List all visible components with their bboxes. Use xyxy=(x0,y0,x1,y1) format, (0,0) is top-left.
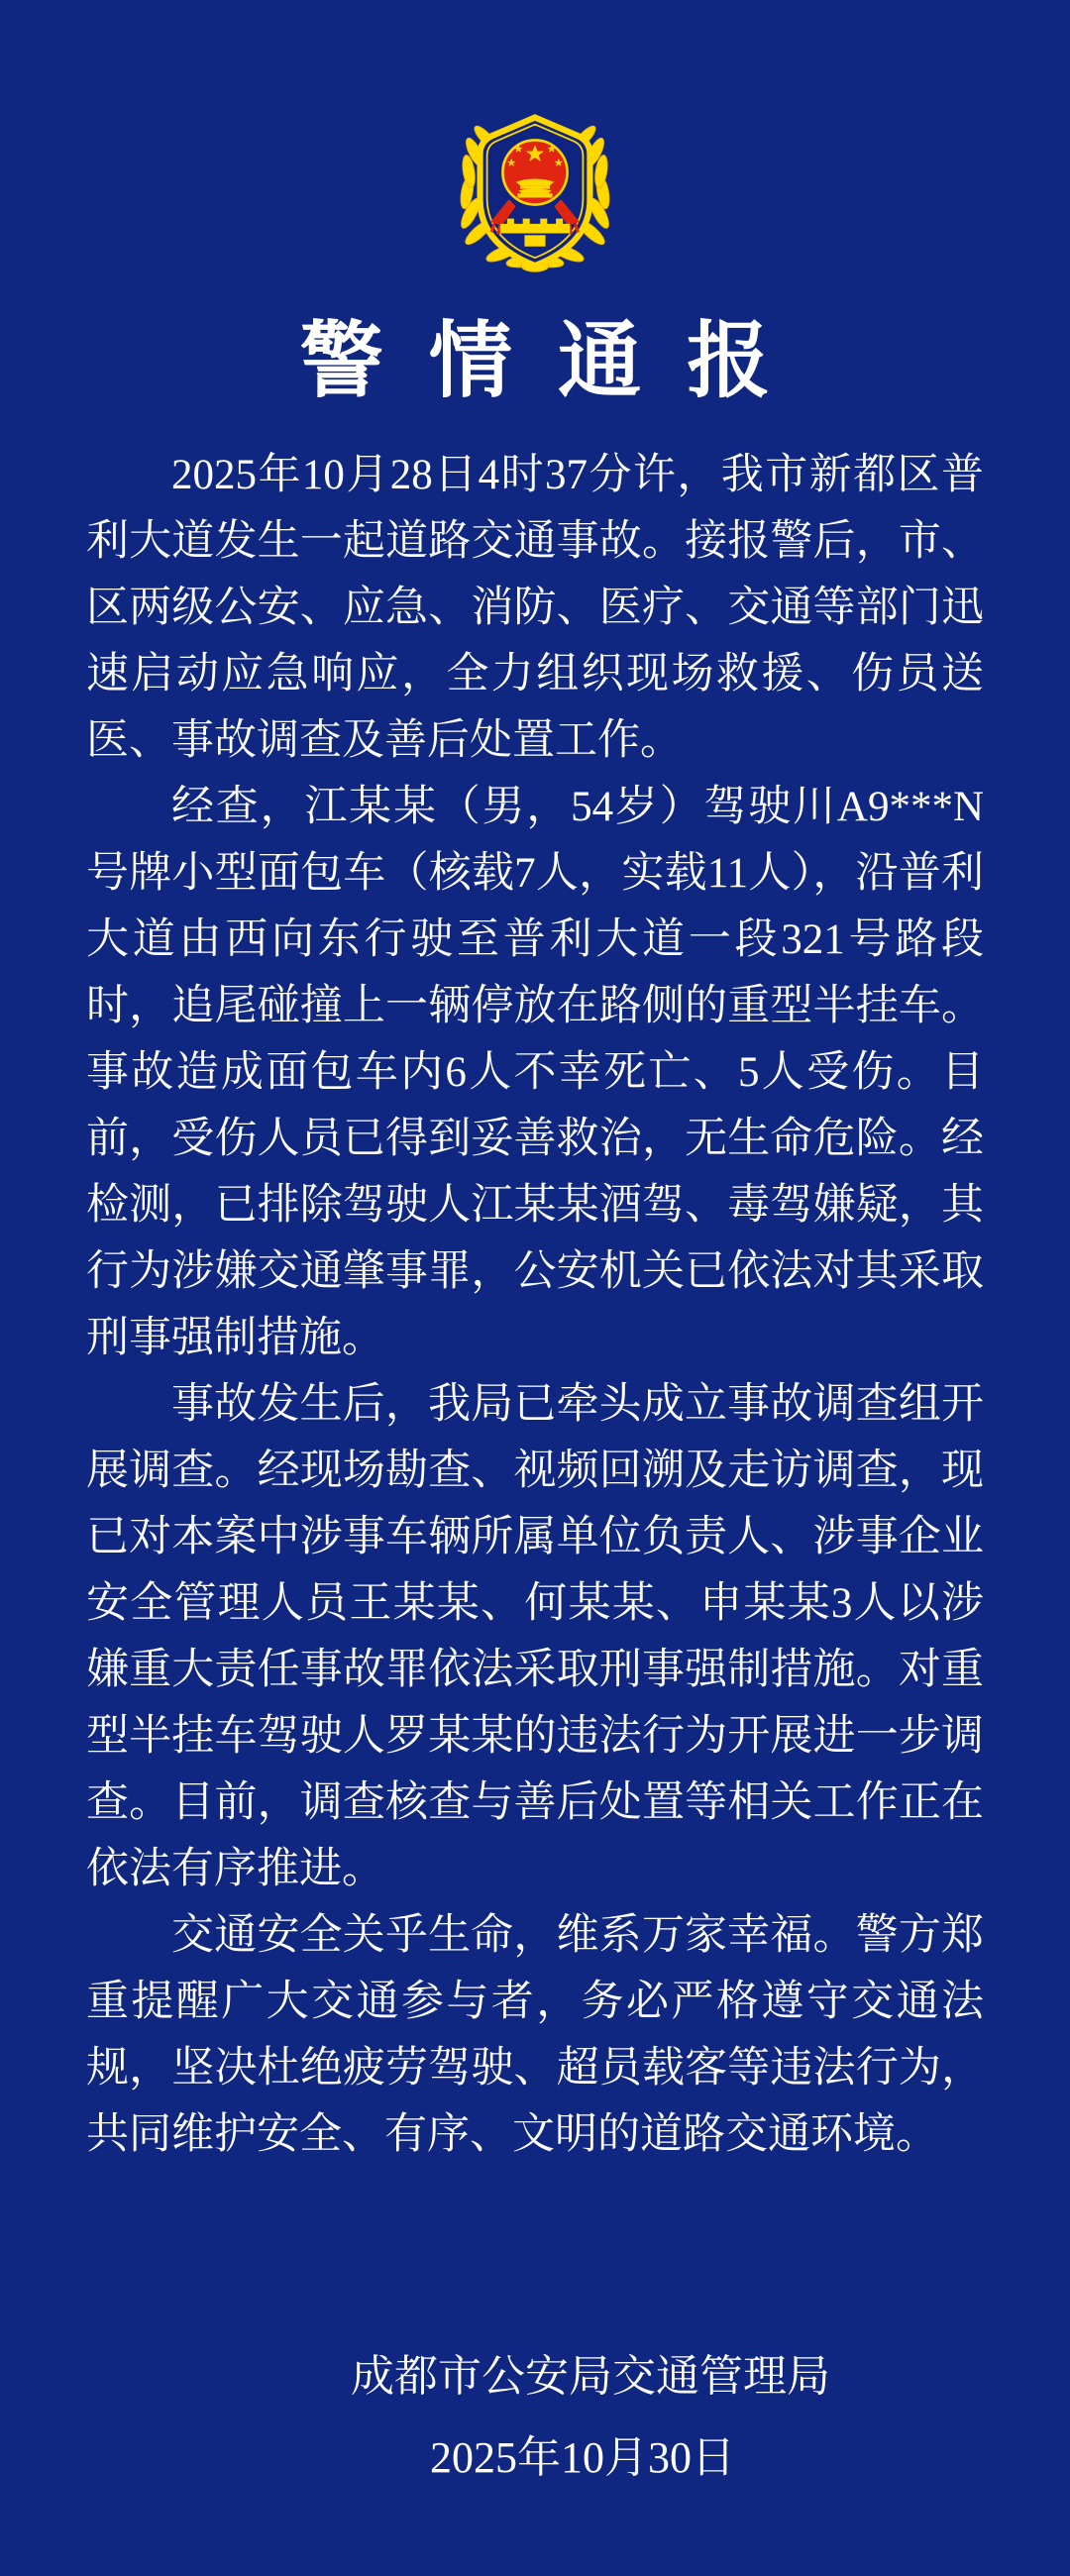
notice-paragraph-3: 事故发生后，我局已牵头成立事故调查组开展调查。经现场勘查、视频回溯及走访调查，现已对本案中涉事车辆所属单位负责人、涉事企业安全管理人员王某某、何某某、申某某3人以涉嫌重大责任事故罪依法采取刑事强制措施。对重型半挂车驾驶人罗某某的违法行为开展进一步调查。目前，调查核查与善后处置等相关工作正在依法有序推进。 xyxy=(86,1381,984,1893)
police-badge-icon xyxy=(448,103,622,277)
notice-paragraph-1: 2025年10月28日4时37分许，我市新都区普利大道发生一起道路交通事故。接报警后，市、区两级公安、应急、消防、医疗、交通等部门迅速启动应急响应，全力组织现场救援、伤员送医、事故调查及善后处置工作。 xyxy=(86,452,984,765)
signature-block xyxy=(0,2336,1070,2499)
notice-body xyxy=(86,442,984,2168)
police-badge xyxy=(448,103,622,277)
issuer-signature: 成都市公安局交通管理局 xyxy=(351,2352,830,2402)
notice-paragraph-4: 交通安全关乎生命，维系万家幸福。警方郑重提醒广大交通参与者，务必严格遵守交通法规，坚决杜绝疲劳驾驶、超员载客等违法行为，共同维护安全、有序、文明的道路交通环境。 xyxy=(86,1912,984,2159)
notice-paragraph-2: 经查，江某某（男，54岁）驾驶川A9***N号牌小型面包车（核载7人，实载11人），沿普利大道由西向东行驶至普利大道一段321号路段时，追尾碰撞上一辆停放在路侧的重型半挂车。事故造成面包车内6人不幸死亡、5人受伤。目前，受伤人员已得到妥善救治，无生命危险。经检测，已排除驾驶人江某某酒驾、毒驾嫌疑，其行为涉嫌交通肇事罪，公安机关已依法对其采取刑事强制措施。 xyxy=(86,784,984,1362)
notice-title: 警情通报 xyxy=(299,316,816,408)
issue-date: 2025年10月30日 xyxy=(430,2433,735,2483)
